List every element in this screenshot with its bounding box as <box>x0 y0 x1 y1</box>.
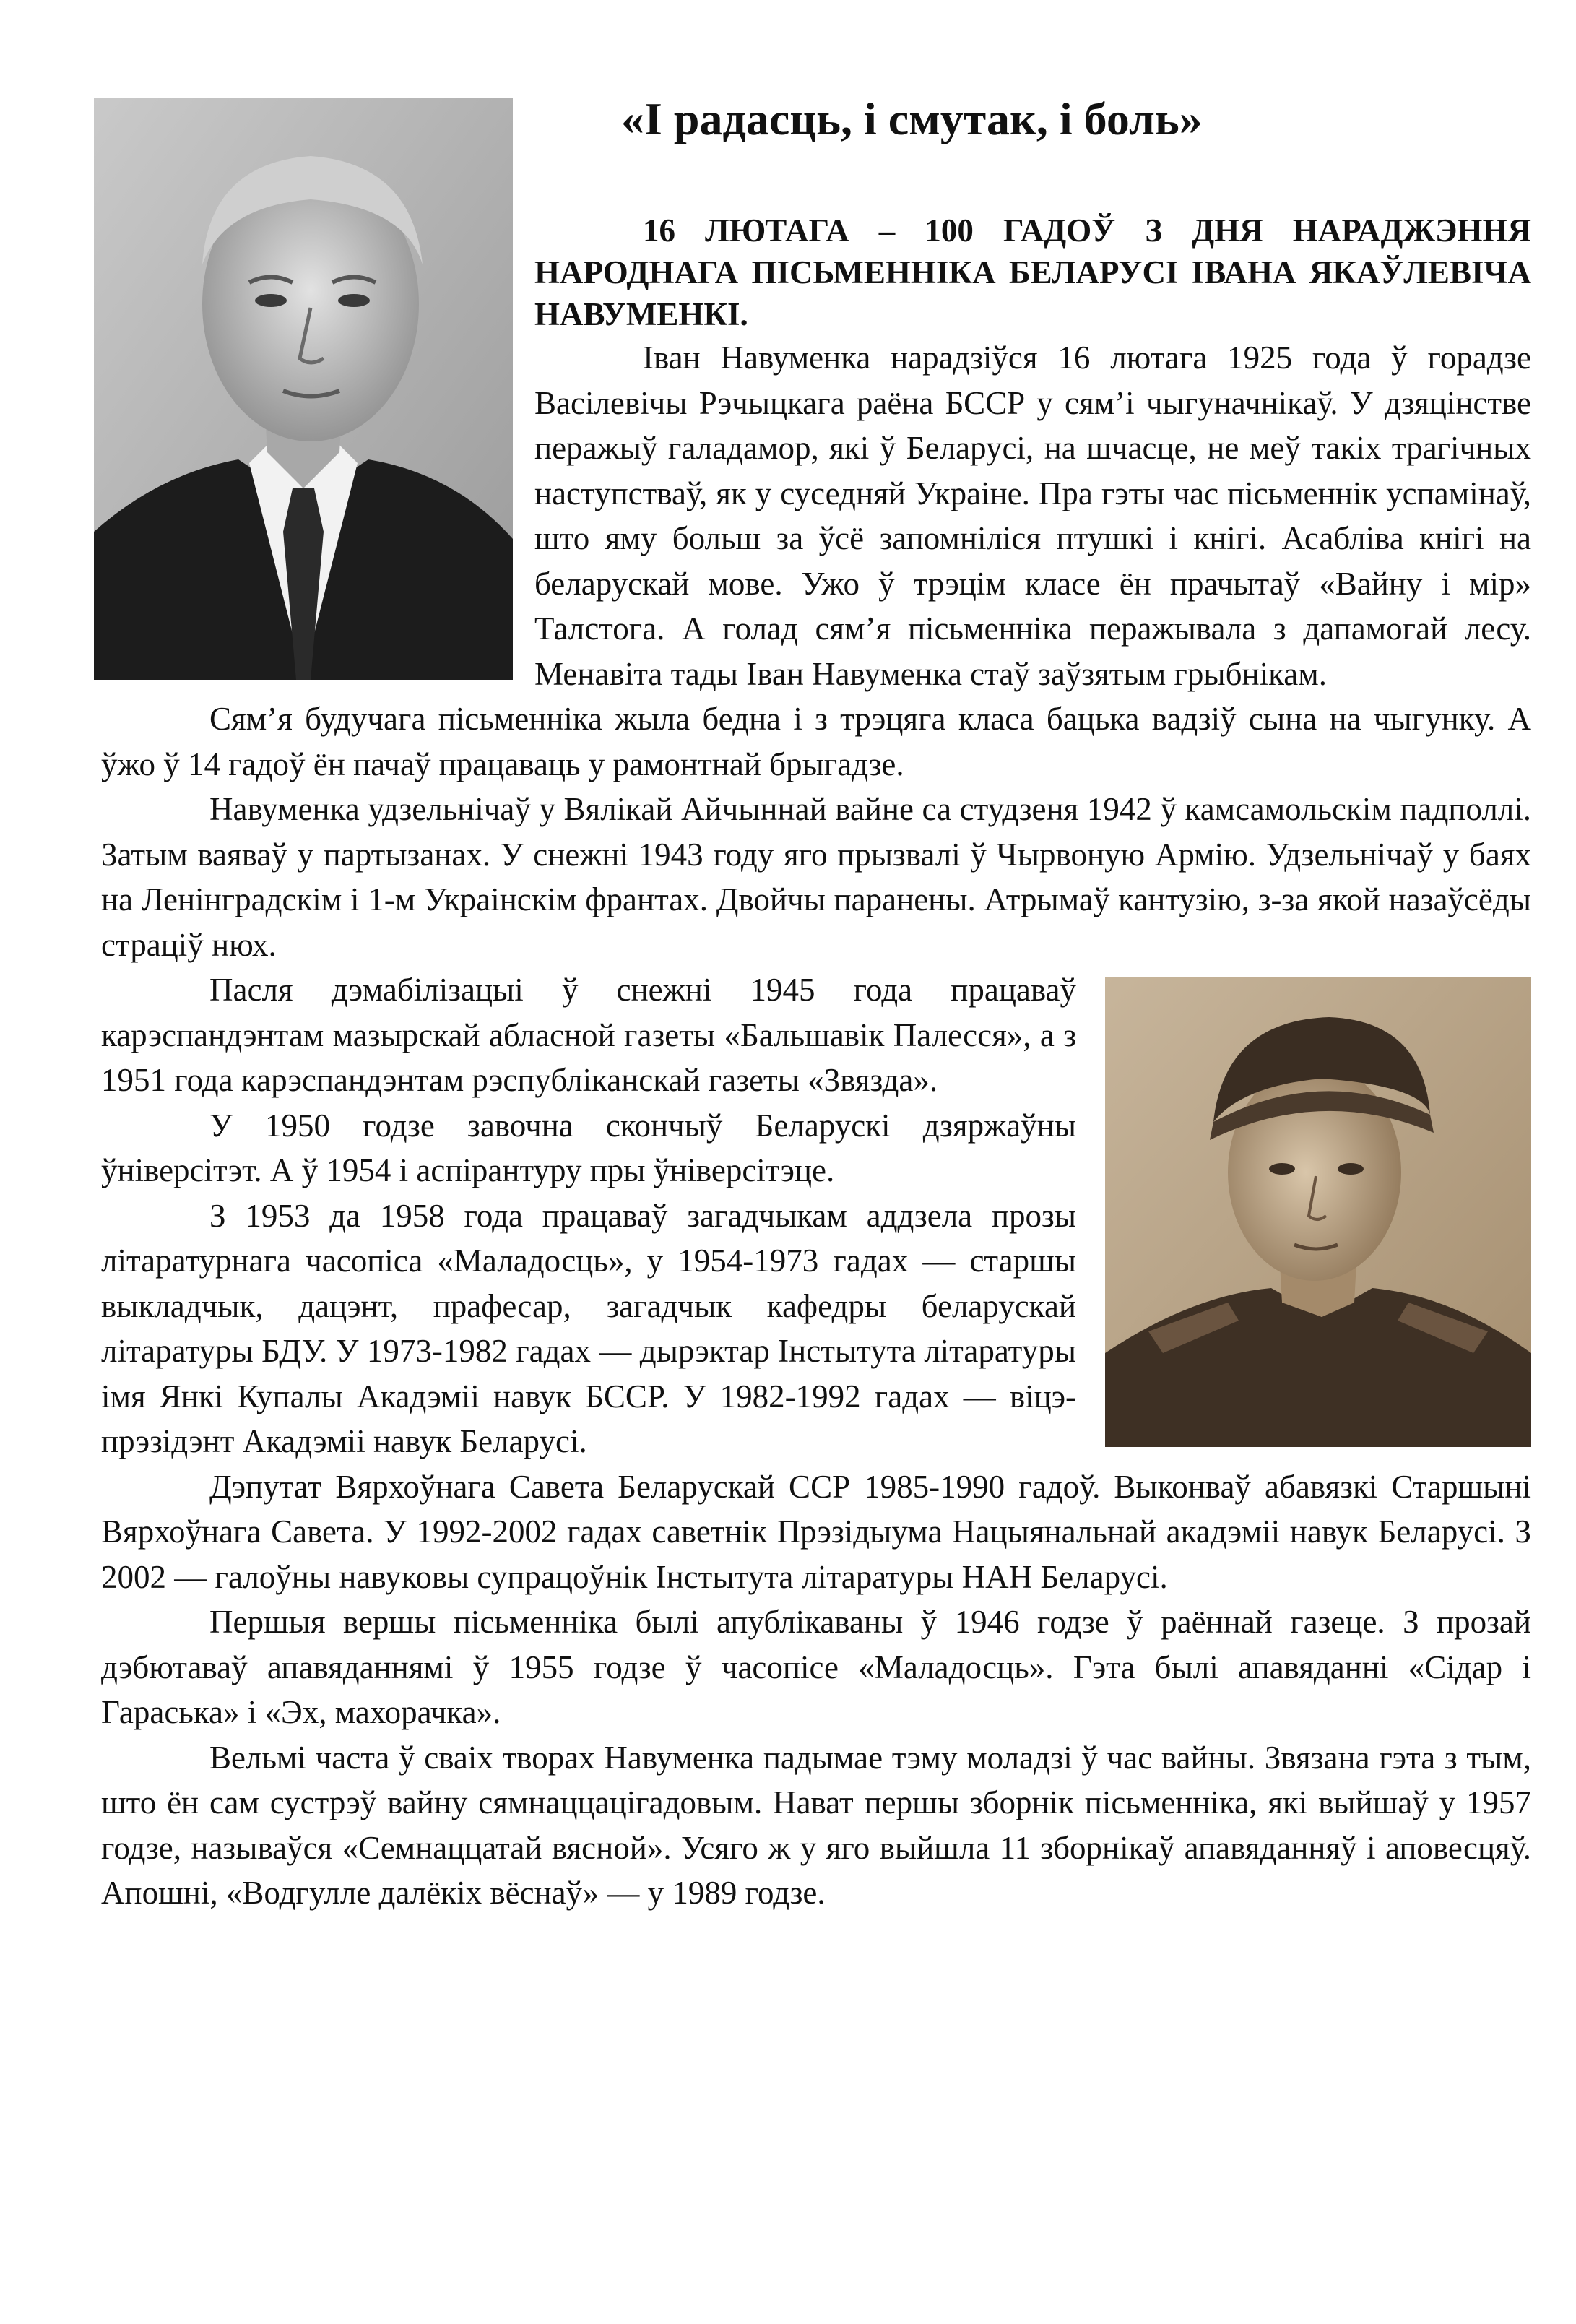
paragraph: Вельмі часта ў сваіх творах Навуменка падымае тэму моладзі ў час вайны. Звязана гэта з тым, што ён сам сустрэў вайну сямнаццацігадовым. Нават першы зборнік пісьменніка, які выйшаў у 1957 годзе, называўся «Семнаццатай вясной». Усяго ж у яго выйшла 11 зборнікаў апавяданняў і аповесцяў. Апошні, «Водгулле далёкіх вёснаў» — у 1989 годзе. <box>101 1739 1531 1911</box>
paragraph: У 1950 годзе завочна скончыў Беларускі дзяржаўны ўніверсітэт. А ў 1954 і аспірантуру пры ўніверсітэце. <box>101 1107 1076 1188</box>
paragraph: Першыя вершы пісьменніка былі апублікаваны ў 1946 годзе ў раённай газеце. З прозай дэбютаваў апавяданнямі ў 1955 годзе ў часопісе «Маладосць». Гэта былі апавяданні «Сідар і Гараська» і «Эх, махорачка». <box>101 1604 1531 1730</box>
portrait-photo-young-soldier <box>1105 977 1531 1447</box>
paragraph: Іван Навуменка нарадзіўся 16 лютага 1925 года ў горадзе Васілевічы Рэчыцкага раёна БССР у сям’і чыгуначнікаў. У дзяцінстве перажыў галадамор, які ў Беларусі, на шчасце, не меў такіх трагічных наступстваў, як у суседняй Украіне. Пра гэты час пісьменнік успамінаў, што яму больш за ўсё запомніліся птушкі і кнігі. Асабліва кнігі на беларускай мове. Ужо ў трэцім класе ён прачытаў «Вайну і мір» Талстога. А голад сям’я пісьменніка перажывала з дапамогай лесу. Менавіта тады Іван Навуменка стаў заўзятым грыбнікам. <box>534 340 1531 692</box>
paragraph: Дэпутат Вярхоўнага Савета Беларускай ССР 1985-1990 гадоў. Выконваў абавязкі Старшыні Вярхоўнага Савета. У 1992-2002 гадах саветнік Прэзідыума Нацыянальнай акадэміі навук Беларусі. З 2002 — галоўны навуковы супрацоўнік Інстытута літаратуры НАН Беларусі. <box>101 1468 1531 1595</box>
portrait-elderly-image <box>94 98 513 680</box>
article <box>101 87 1531 1916</box>
paragraph: Пасля дэмабілізацыі ў снежні 1945 года працаваў карэспандэнтам мазырскай абласной газеты «Бальшавік Палесся», а з 1951 года карэспандэнтам рэспубліканскай газеты «Звязда». <box>101 972 1076 1098</box>
portrait-photo-elderly <box>94 98 513 680</box>
article-subtitle: 16 ЛЮТАГА – 100 ГАДОЎ З ДНЯ НАРАДЖЭННЯ НАРОДНАГА ПІСЬМЕННІКА БЕЛАРУСІ ІВАНА ЯКАЎЛЕВІЧА НАВУМЕНКІ. <box>534 212 1531 332</box>
article-title: «І радасць, і смутак, і боль» <box>621 93 1203 144</box>
portrait-young-image <box>1105 977 1531 1447</box>
paragraph: Навуменка удзельнічаў у Вялікай Айчыннай вайне са студзеня 1942 ў камсамольскім падполлі. Затым ваяваў у партызанах. У снежні 1943 году яго прызвалі ў Чырвоную Армію. Удзельнічаў у баях на Ленінградскім і 1-м Украінскім франтах. Двойчы паранены. Атрымаў кантузію, з-за якой назаўсёды страціў нюх. <box>101 791 1531 963</box>
paragraph: Сям’я будучага пісьменніка жыла бедна і з трэцяга класа бацька вадзіў сына на чыгунку. А ўжо ў 14 гадоў ён пачаў працаваць у рамонтнай брыгадзе. <box>101 701 1531 782</box>
paragraph: З 1953 да 1958 года працаваў загадчыкам аддзела прозы літаратурнага часопіса «Маладосць», у 1954-1973 гадах — старшы выкладчык, дацэнт, прафесар, загадчык кафедры беларускай літаратуры БДУ. У 1973-1982 гадах — дырэктар Інстытута літаратуры імя Янкі Купалы Акадэміі навук БССР. У 1982-1992 гадах — віцэ-прэзідэнт Акадэміі навук Беларусі. <box>101 1197 1076 1459</box>
